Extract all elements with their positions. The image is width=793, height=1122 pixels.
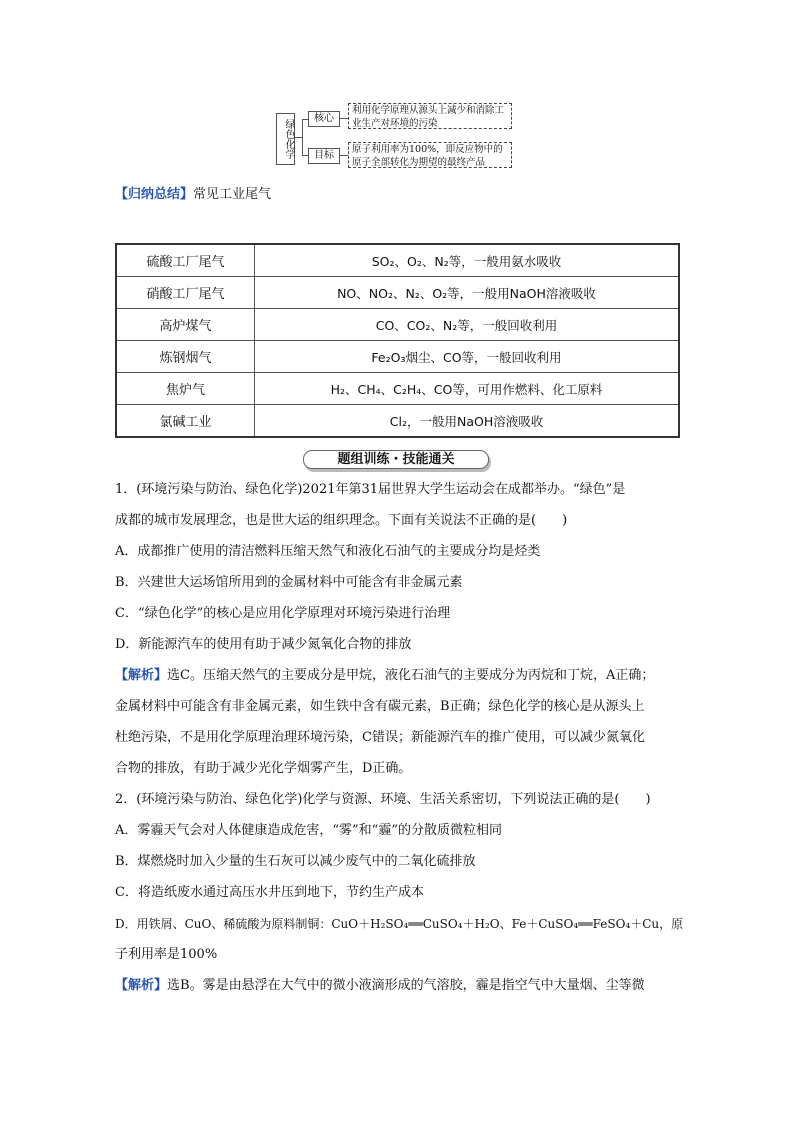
table-cell-name: 硫酸工厂尾气 (116, 244, 255, 277)
diagram-root: 绿色化学 (276, 113, 295, 165)
table-cell-desc: NO、NO₂、N₂、O₂等，一般用NaOH溶液吸收 (255, 277, 680, 309)
table-row (116, 277, 679, 309)
table-cell-name: 硝酸工厂尾气 (116, 277, 255, 309)
industrial-waste-gas-table (115, 243, 680, 438)
option-a: A．成都推广使用的清洁燃料压缩天然气和液化石油气的主要成分均是烃类 (115, 544, 541, 559)
connector (340, 155, 348, 156)
option-c: C．将造纸废水通过高压水井压到地下，节约生产成本 (115, 885, 424, 900)
analysis-tag: 【解析】 (115, 978, 168, 993)
table-row (116, 405, 679, 438)
table-cell-name: 炼钢烟气 (116, 341, 255, 373)
analysis-text: 选B。雾是由悬浮在大气中的微小液滴形成的气溶胶，霾是指空气中大量烟、尘等微 (167, 978, 645, 993)
connector (295, 137, 302, 138)
table-cell-name: 氯碱工业 (116, 405, 255, 438)
connector (302, 119, 303, 156)
summary-heading (115, 187, 271, 203)
connector (340, 118, 348, 119)
option-d: D．用铁屑、CuO、稀硫酸为原料制铜：CuO＋H₂SO₄══CuSO₄＋H₂O、Fe＋CuSO₄══FeSO₄＋Cu，原 (115, 917, 684, 931)
section-banner: 题组训练・技能通关 (303, 450, 489, 469)
option-d-continued: 子利用率是100% (115, 947, 218, 962)
table-row (116, 244, 679, 277)
analysis-line-1 (115, 668, 654, 684)
diagram-goal-text: 原子利用率为100%，即反应物中的原子全部转化为期望的最终产品 (348, 142, 512, 168)
table-cell-desc: H₂、CH₄、C₂H₄、CO等，可用作燃料、化工原料 (255, 373, 680, 405)
option-d: D．新能源汽车的使用有助于减少氮氧化合物的排放 (115, 637, 412, 652)
option-b: B．兴建世大运场馆所用到的金属材料中可能含有非金属元素 (115, 575, 463, 590)
option-b: B．煤燃烧时加入少量的生石灰可以减少废气中的二氧化硫排放 (115, 854, 476, 869)
analysis-line-2: 金属材料中可能含有非金属元素，如生铁中含有碳元素，B正确；绿色化学的核心是从源头上 (115, 699, 645, 714)
table-row (116, 373, 679, 405)
table-row (116, 309, 679, 341)
summary-tag: 【归纳总结】 (115, 187, 194, 202)
table-cell-desc: SO₂、O₂、N₂等，一般用氨水吸收 (255, 244, 680, 277)
question-2-line-1: 2．(环境污染与防治、绿色化学)化学与资源、环境、生活关系密切，下列说法正确的是( ) (115, 792, 651, 807)
question-1-line-1: 1．(环境污染与防治、绿色化学)2021年第31届世界大学生运动会在成都举办。“绿色”是 (115, 482, 626, 497)
option-a: A．雾霾天气会对人体健康造成危害，“雾”和“霾”的分散质微粒相同 (115, 823, 502, 838)
table-row (116, 341, 679, 373)
analysis-tag: 【解析】 (115, 668, 168, 683)
option-c: C．“绿色化学”的核心是应用化学原理对环境污染进行治理 (115, 606, 451, 621)
diagram-node-goal: 目标 (308, 148, 340, 164)
table-cell-desc: Cl₂，一般用NaOH溶液吸收 (255, 405, 680, 438)
question-1-line-2: 成都的城市发展理念，也是世大运的组织理念。下面有关说法不正确的是( ) (115, 513, 568, 528)
analysis-text: 选C。压缩天然气的主要成分是甲烷，液化石油气的主要成分为丙烷和丁烷，A正确； (167, 668, 655, 683)
summary-title: 常见工业尾气 (193, 187, 272, 202)
table-cell-desc: Fe₂O₃烟尘、CO等，一般回收利用 (255, 341, 680, 373)
analysis-line-1 (115, 978, 645, 994)
analysis-line-4: 合物的排放，有助于减少光化学烟雾产生，D正确。 (115, 761, 412, 776)
table-cell-name: 焦炉气 (116, 373, 255, 405)
table-cell-desc: CO、CO₂、N₂等，一般回收利用 (255, 309, 680, 341)
diagram-node-core: 核心 (308, 111, 340, 127)
table-cell-name: 高炉煤气 (116, 309, 255, 341)
analysis-line-3: 杜绝污染，不是用化学原理治理环境污染，C错误；新能源汽车的推广使用，可以减少氮氧化 (115, 730, 645, 745)
diagram-core-text: 利用化学原理从源头上减少和消除工业生产对环境的污染 (348, 103, 512, 129)
